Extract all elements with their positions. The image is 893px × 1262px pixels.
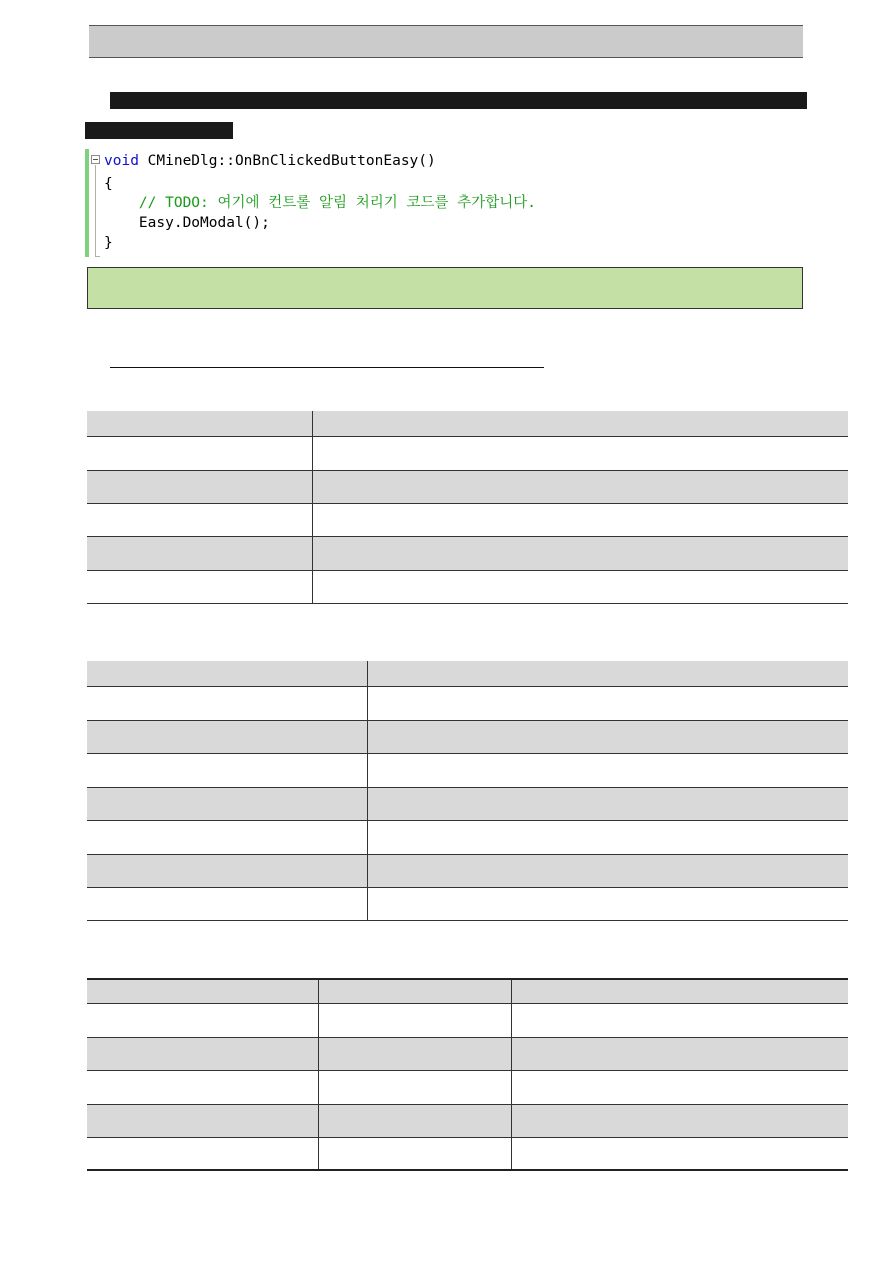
table-cell xyxy=(511,979,848,1003)
table-cell xyxy=(312,536,848,570)
underlined-heading xyxy=(110,367,544,368)
table-row xyxy=(87,1104,848,1137)
table-row xyxy=(87,536,848,570)
table-row xyxy=(87,854,848,887)
collapse-guide-line xyxy=(95,165,96,257)
table-cell xyxy=(87,570,312,603)
table-cell xyxy=(367,661,848,686)
code-line-open-brace: { xyxy=(104,176,113,192)
table-row xyxy=(87,1037,848,1070)
table-cell xyxy=(367,887,848,920)
table-cell xyxy=(511,1037,848,1070)
table-cell xyxy=(318,1137,511,1170)
table-row xyxy=(87,436,848,470)
table-row xyxy=(87,1070,848,1104)
table-cell xyxy=(367,820,848,854)
table-1 xyxy=(87,411,848,604)
redacted-label xyxy=(85,122,233,139)
table-cell xyxy=(87,753,367,787)
minus-box-icon[interactable] xyxy=(91,155,100,164)
table-cell xyxy=(511,1104,848,1137)
code-line-comment: // TODO: 여기에 컨트롤 알림 처리기 코드를 추가합니다. xyxy=(104,195,536,211)
table-cell xyxy=(367,854,848,887)
table-row xyxy=(87,503,848,536)
table-header-row xyxy=(87,411,848,436)
table-cell xyxy=(87,820,367,854)
table-cell xyxy=(87,787,367,820)
table-cell xyxy=(367,720,848,753)
table-cell xyxy=(367,787,848,820)
note-box xyxy=(87,267,803,309)
table-row xyxy=(87,720,848,753)
table-cell xyxy=(87,1003,318,1037)
code-line-domodal: Easy.DoModal(); xyxy=(104,215,270,231)
table-cell xyxy=(312,503,848,536)
code-function-signature: CMineDlg::OnBnClickedButtonEasy() xyxy=(138,153,436,169)
table-header-row xyxy=(87,979,848,1003)
table-cell xyxy=(87,436,312,470)
redacted-heading-band xyxy=(110,92,807,109)
table-row xyxy=(87,820,848,854)
table-cell xyxy=(318,1104,511,1137)
table-cell xyxy=(318,1037,511,1070)
table-cell xyxy=(367,753,848,787)
table-cell xyxy=(318,979,511,1003)
table-cell xyxy=(87,979,318,1003)
table-cell xyxy=(318,1070,511,1104)
table-cell xyxy=(312,570,848,603)
code-change-gutter xyxy=(85,149,89,257)
table-cell xyxy=(511,1137,848,1170)
table-cell xyxy=(87,470,312,503)
table-cell xyxy=(87,1070,318,1104)
table-cell xyxy=(87,854,367,887)
table-cell xyxy=(87,1104,318,1137)
code-snippet xyxy=(85,147,645,259)
collapse-guide-end xyxy=(95,256,100,257)
code-keyword-void: void xyxy=(104,153,139,169)
table-cell xyxy=(87,720,367,753)
table-cell xyxy=(87,1137,318,1170)
table-cell xyxy=(87,1037,318,1070)
code-line-signature xyxy=(104,150,436,172)
table-2 xyxy=(87,661,848,921)
table-header-row xyxy=(87,661,848,686)
table-row xyxy=(87,570,848,603)
table-cell xyxy=(318,1003,511,1037)
table-row xyxy=(87,887,848,920)
table-cell xyxy=(367,686,848,720)
table-cell xyxy=(312,470,848,503)
title-bar xyxy=(89,25,803,58)
table-row xyxy=(87,1137,848,1170)
table-cell xyxy=(87,887,367,920)
table-3 xyxy=(87,978,848,1171)
table-row xyxy=(87,753,848,787)
code-line-close-brace: } xyxy=(104,235,113,251)
table-cell xyxy=(511,1070,848,1104)
table-cell xyxy=(87,411,312,436)
table-cell xyxy=(87,686,367,720)
table-row xyxy=(87,787,848,820)
table-cell xyxy=(87,503,312,536)
table-row xyxy=(87,1003,848,1037)
table-row xyxy=(87,470,848,503)
table-row xyxy=(87,686,848,720)
table-cell xyxy=(312,411,848,436)
table-cell xyxy=(87,661,367,686)
table-cell xyxy=(87,536,312,570)
table-cell xyxy=(511,1003,848,1037)
table-cell xyxy=(312,436,848,470)
